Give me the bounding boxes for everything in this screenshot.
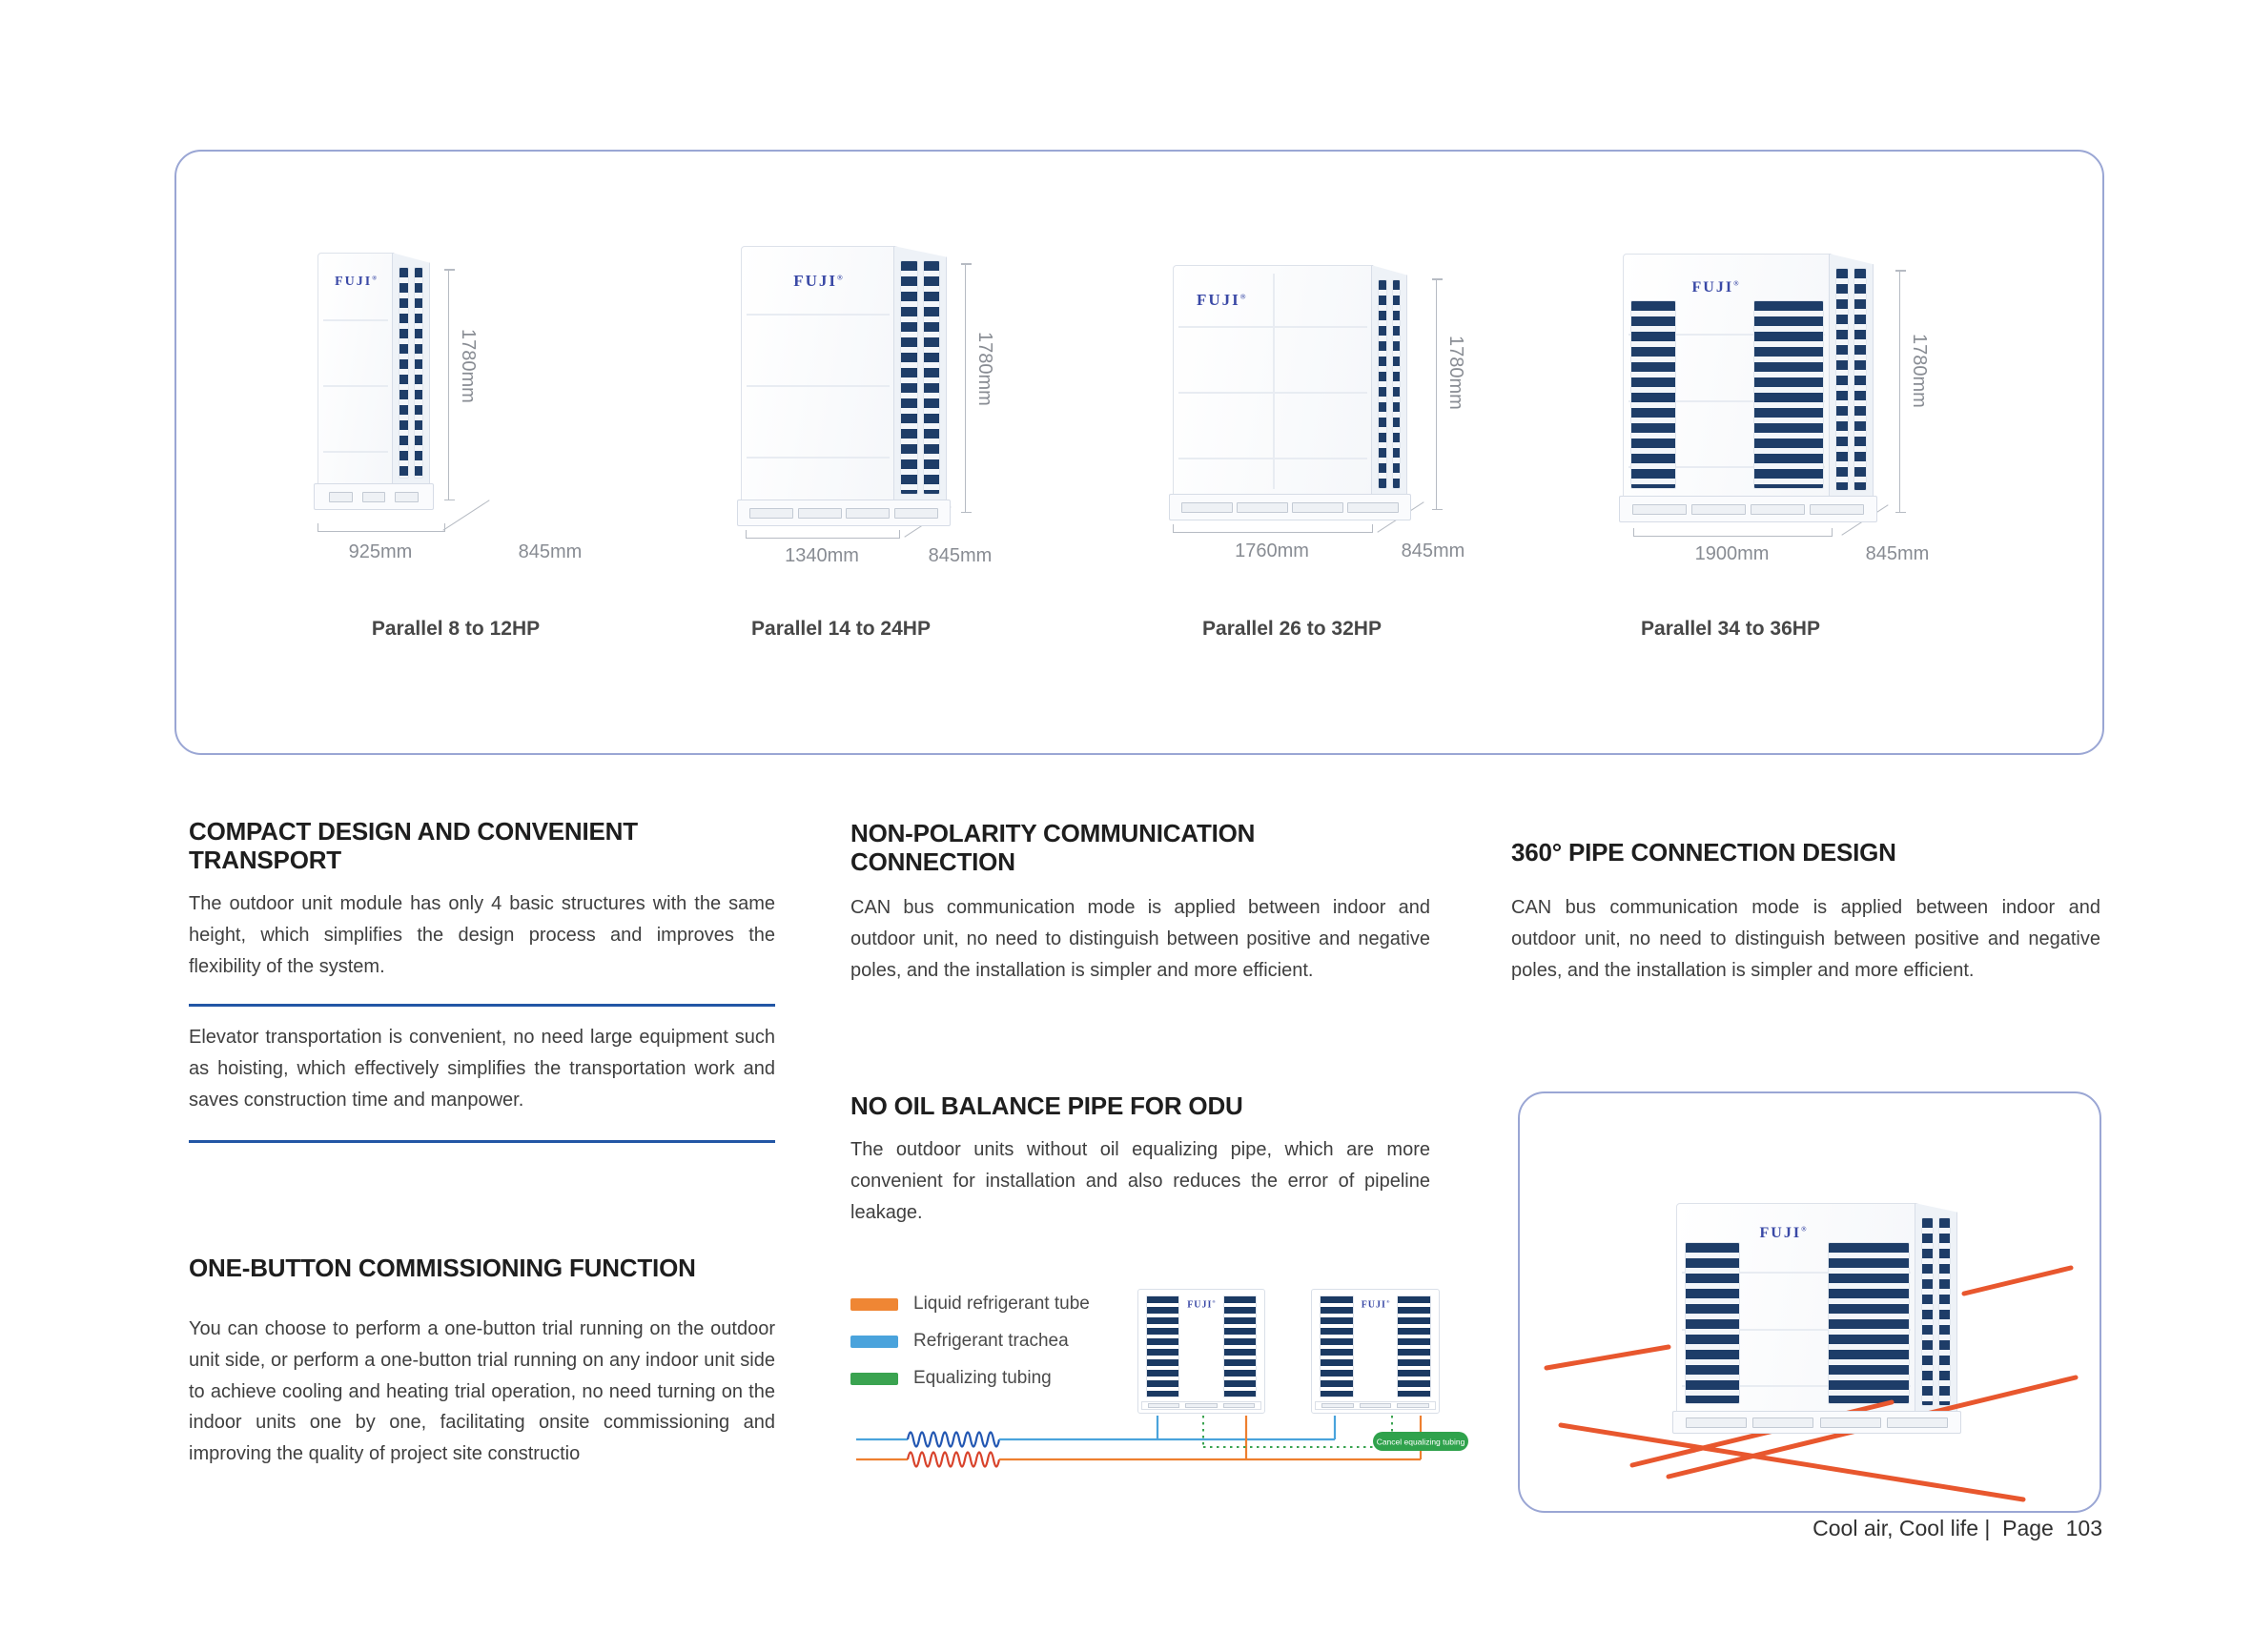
louver-grille <box>923 260 941 495</box>
louver-grille <box>1835 268 1849 491</box>
fuji-logo: FUJI® <box>335 275 377 289</box>
width-dimension-label: 1900mm <box>1694 543 1770 564</box>
fuji-logo: FUJI® <box>1187 1299 1216 1311</box>
section-title-no-oil: NO OIL BALANCE PIPE FOR ODU <box>850 1091 1243 1120</box>
orange-coil <box>908 1453 999 1467</box>
blue-divider <box>189 1004 775 1007</box>
unit-pallet <box>1169 494 1411 520</box>
compact-design-paragraph-2: Elevator transportation is convenient, no need large equipment such as hoisting, which effectively simplifies the transportation work and saves construction time and manpower. <box>189 1027 775 1111</box>
green-dotted-equalizing-line <box>1203 1416 1392 1447</box>
section-title-non-polarity: NON-POLARITY COMMUNICATION CONNECTION <box>850 819 1256 876</box>
unit-capacity-label: Parallel 26 to 32HP <box>1202 618 1382 640</box>
fuji-logo: FUJI® <box>1197 291 1246 309</box>
unit-side-grille <box>893 246 947 524</box>
section-title-one-button: ONE-BUTTON COMMISSIONING FUNCTION <box>189 1254 696 1282</box>
compact-design-paragraph-1: The outdoor unit module has only 4 basic structures with the same height, which simplifies the design process and improves the flexibility of the system. <box>189 893 775 977</box>
depth-dimension-label: 845mm <box>518 541 583 562</box>
louver-grille <box>414 267 424 479</box>
height-dimension-label: 1780mm <box>1445 336 1466 410</box>
width-dimension-label: 1340mm <box>785 545 859 566</box>
pipe-360-paragraph: CAN bus communication mode is applied between indoor and outdoor unit, no need to distinguish between positive and negative poles, and the installation is simpler and more efficient. <box>1511 897 2100 981</box>
section-title-360-pipe: 360° PIPE CONNECTION DESIGN <box>1511 838 1896 867</box>
unit-capacity-label: Parallel 34 to 36HP <box>1641 618 1820 640</box>
non-polarity-paragraph: CAN bus communication mode is applied between indoor and outdoor unit, no need to distinguish between positive and negative poles, and the installation is simpler and more efficient. <box>850 897 1430 981</box>
piping-diagram <box>839 1277 1487 1501</box>
outdoor-unit-26-32hp-image <box>1173 265 1407 519</box>
depth-dimension-label: 845mm <box>1865 543 1930 564</box>
width-dimension-line <box>317 523 445 532</box>
fuji-logo: FUJI® <box>793 272 843 290</box>
fuji-logo: FUJI® <box>1691 279 1739 296</box>
blue-divider <box>189 1140 775 1143</box>
width-dimension-line <box>1173 524 1373 533</box>
unit-side-grille <box>1371 265 1407 519</box>
louver-grille <box>900 260 918 495</box>
unit-capacity-label: Parallel 14 to 24HP <box>751 618 931 640</box>
one-button-paragraph: You can choose to perform a one-button trial running on the outdoor unit side, or perform a one-button trial running on any indoor unit side to achieve cooling and heating trial operation, no need turning on the indoor units one by one, facilitating onsite commissioning and improving the quality of project site constructio <box>189 1318 775 1465</box>
unit-pallet <box>1672 1411 1961 1434</box>
height-dimension-line <box>1899 270 1900 513</box>
width-dimension-line <box>746 530 900 539</box>
outdoor-unit-34-36hp-image <box>1623 254 1874 520</box>
unit-front-panel <box>741 246 895 524</box>
louver-grille <box>399 267 409 479</box>
legend-label: Equalizing tubing <box>913 1368 1052 1388</box>
height-dimension-label: 1780mm <box>974 332 995 406</box>
depth-dimension-label: 845mm <box>928 545 993 566</box>
cancel-equalizing-badge-label: Cancel equalizing tubing <box>1376 1437 1465 1447</box>
unit-side-grille <box>1829 254 1874 520</box>
legend-label: Refrigerant trachea <box>913 1331 1069 1351</box>
unit-pallet <box>1619 496 1877 522</box>
unit-front-panel <box>317 253 394 508</box>
louver-grille <box>1630 300 1676 489</box>
louver-grille <box>1378 279 1387 489</box>
width-dimension-line <box>1633 528 1833 537</box>
height-dimension-label: 1780mm <box>458 329 479 403</box>
louver-grille <box>1392 279 1402 489</box>
unit-capacity-label: Parallel 8 to 12HP <box>371 618 541 640</box>
unit-front-panel <box>1623 254 1831 520</box>
orange-pipes <box>1546 1268 2076 1499</box>
pipe-connection-pipes <box>1518 1091 2098 1509</box>
unit-side-grille <box>392 253 430 508</box>
blue-coil <box>908 1433 999 1447</box>
unit-pallet <box>314 483 434 510</box>
section-title-compact-design: COMPACT DESIGN AND CONVENIENT TRANSPORT <box>189 817 638 874</box>
louver-grille <box>1753 300 1824 489</box>
outdoor-unit-8-12hp-image <box>317 253 430 508</box>
louver-grille <box>1854 268 1867 491</box>
legend-label: Liquid refrigerant tube <box>913 1294 1090 1314</box>
unit-front-panel <box>1173 265 1373 519</box>
height-dimension-line <box>965 263 966 513</box>
depth-dimension-label: 845mm <box>1401 540 1465 561</box>
unit-pallet <box>737 500 951 526</box>
cancel-equalizing-badge <box>1373 1432 1468 1451</box>
fuji-logo: FUJI® <box>1361 1299 1390 1311</box>
height-dimension-line <box>448 269 449 500</box>
width-dimension-label: 1760mm <box>1235 540 1309 561</box>
height-dimension-line <box>1436 278 1437 510</box>
page-footer: Cool air, Cool life | Page 103 <box>1813 1516 2102 1540</box>
no-oil-paragraph: The outdoor units without oil equalizing pipe, which are more convenient for installation and also reduces the error of pipeline leakage. <box>850 1139 1430 1223</box>
fuji-logo: FUJI® <box>1759 1225 1807 1241</box>
height-dimension-label: 1780mm <box>1909 334 1930 408</box>
width-dimension-label: 925mm <box>348 541 413 562</box>
outdoor-unit-14-24hp-image <box>741 246 947 524</box>
